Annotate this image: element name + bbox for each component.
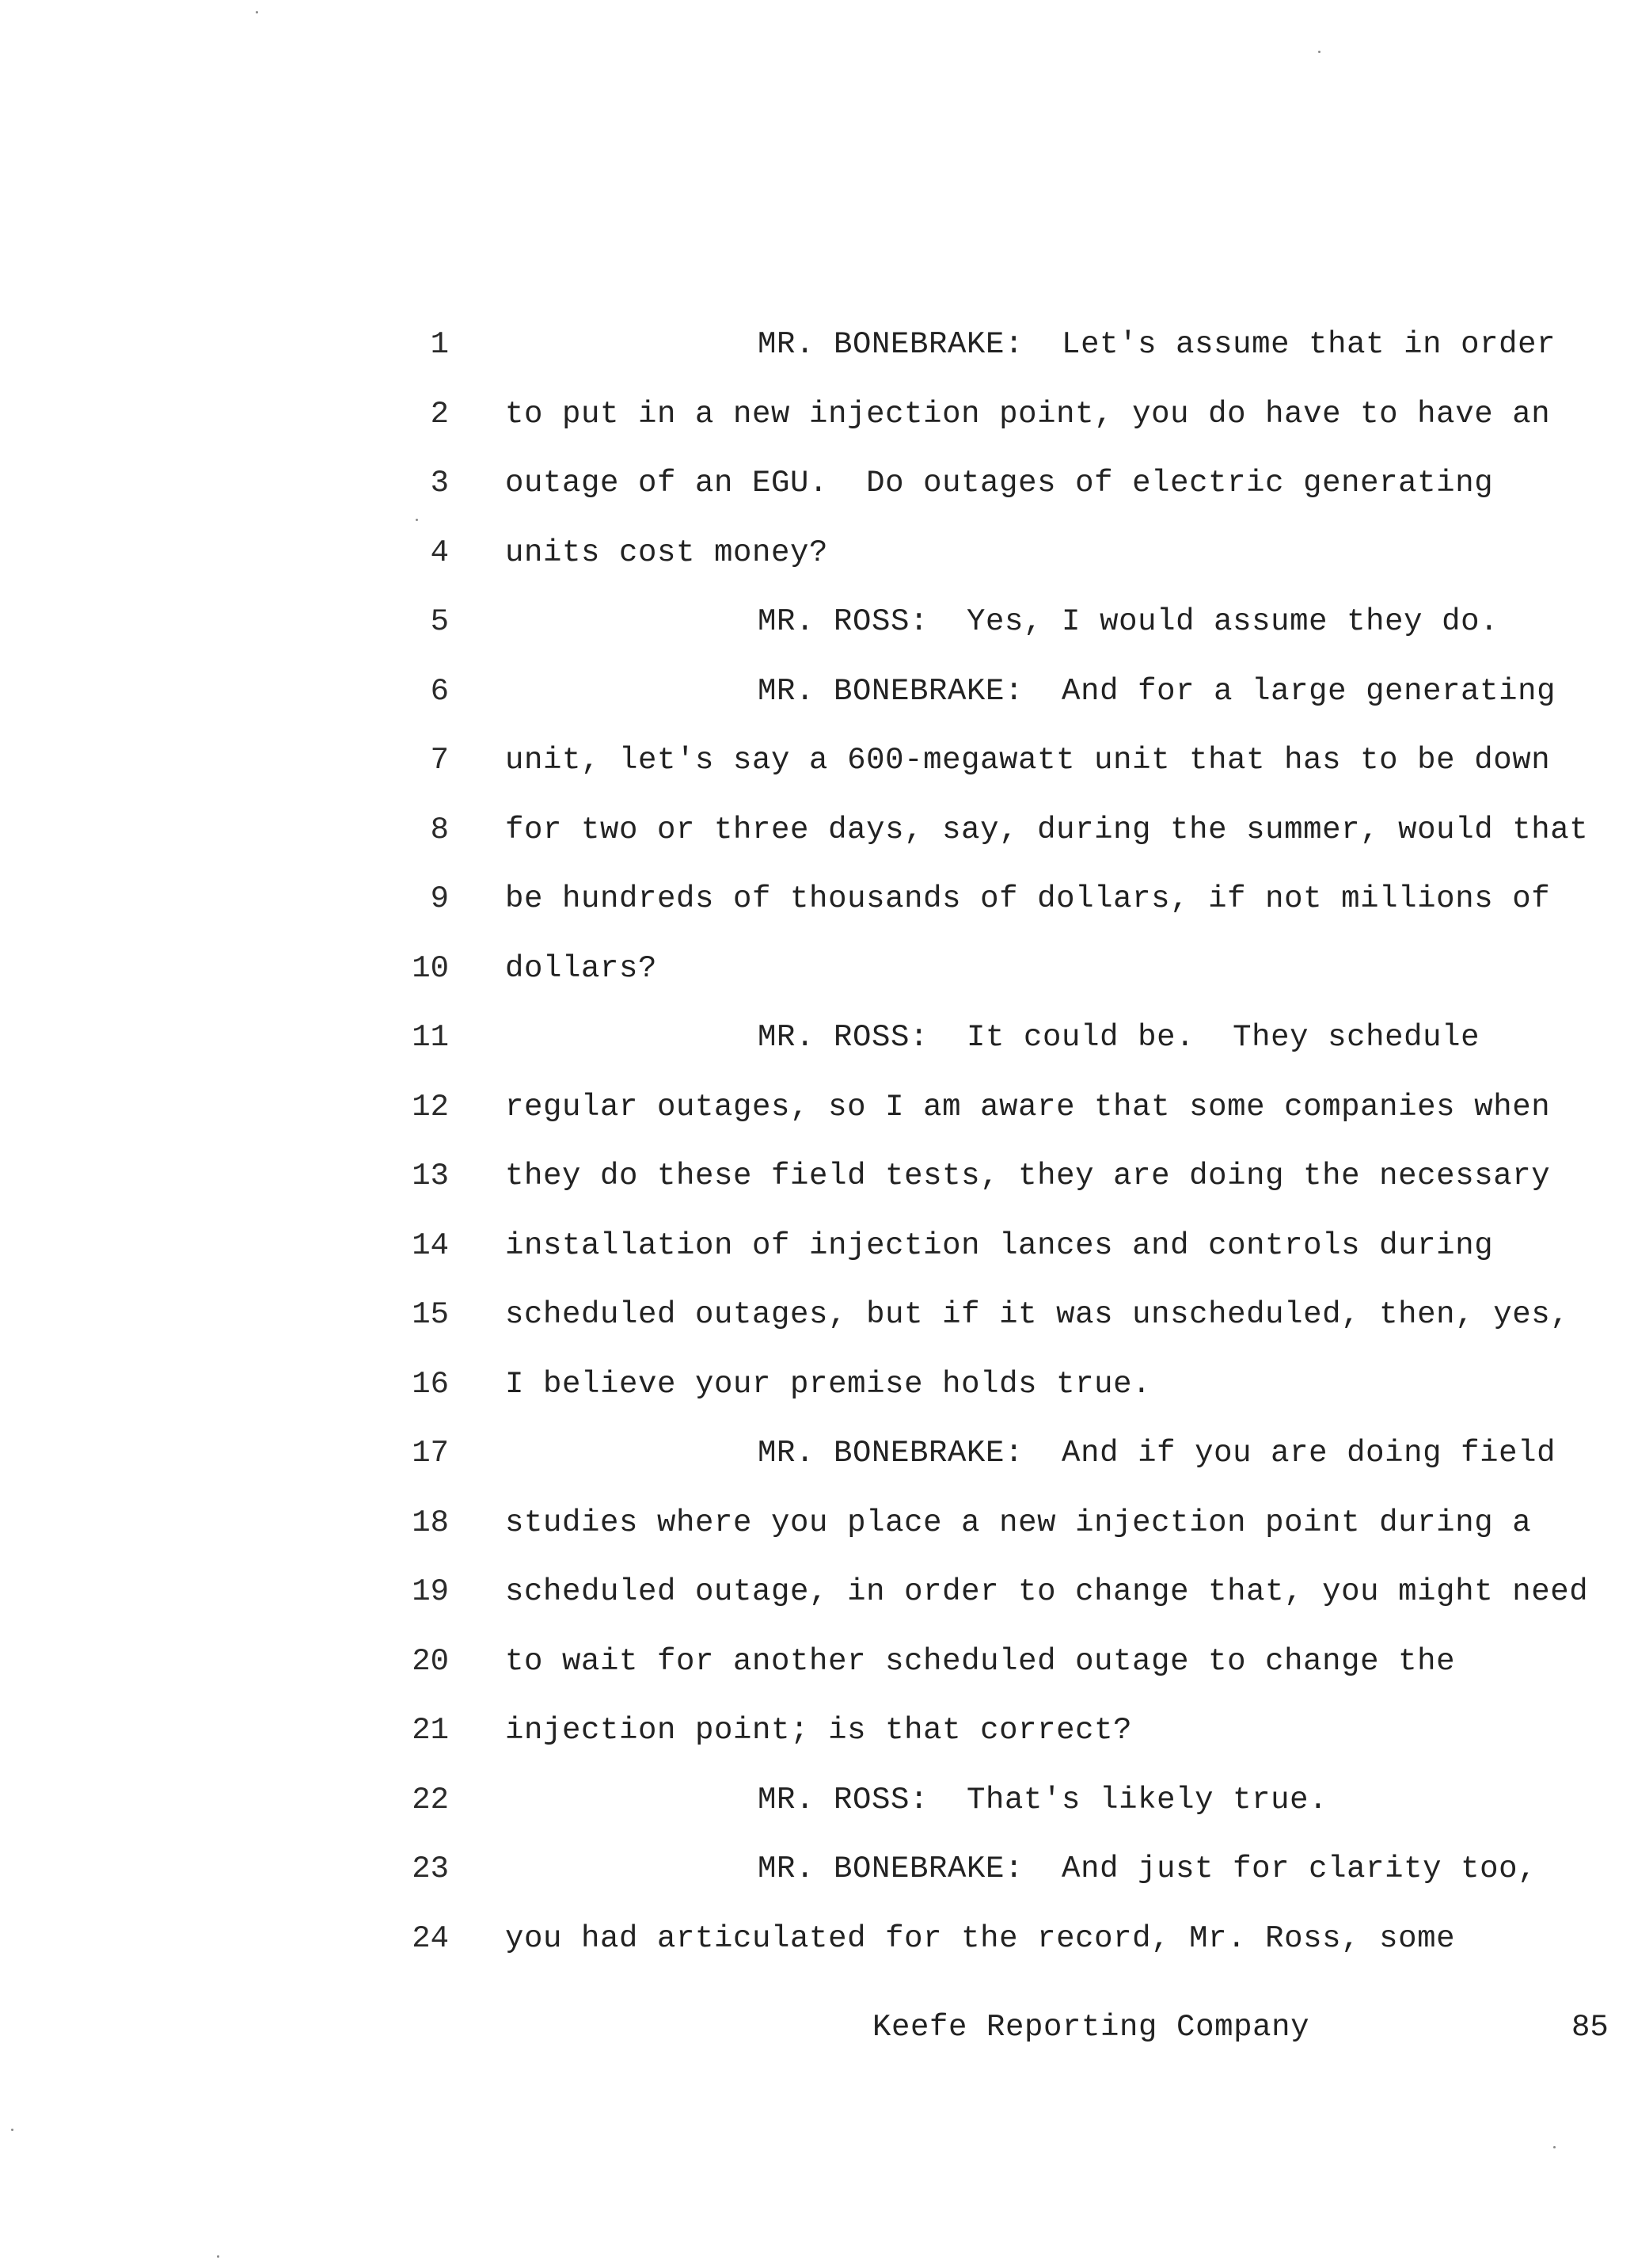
line-number: 10: [412, 950, 449, 986]
line-number: 13: [412, 1159, 449, 1193]
line-number: 8: [430, 812, 449, 847]
speaker-line-text: MR. BONEBRAKE: And for a large generating: [758, 673, 1556, 709]
line-number: 12: [412, 1089, 449, 1124]
line-text: to wait for another scheduled outage to change the: [505, 1643, 1456, 1679]
transcript-line: [0, 657, 1634, 726]
line-text: you had articulated for the record, Mr. Ross, some: [505, 1920, 1456, 1956]
transcript-line: [0, 1489, 1634, 1558]
transcript-line: [0, 1003, 1634, 1072]
line-number: 14: [412, 1227, 449, 1263]
speaker-line-text: MR. ROSS: That's likely true.: [758, 1782, 1328, 1817]
transcript-line: [0, 1627, 1634, 1696]
transcript-line: [0, 1835, 1634, 1904]
transcript-line: [0, 1350, 1634, 1419]
transcript-line: [0, 380, 1634, 449]
line-number: 1: [430, 327, 449, 362]
transcript-line: [0, 1419, 1634, 1488]
line-number: 6: [430, 673, 449, 709]
transcript-line: [0, 449, 1634, 518]
line-number: 19: [412, 1574, 449, 1609]
line-text: units cost money?: [505, 535, 829, 570]
line-text: studies where you place a new injection point during a: [505, 1505, 1532, 1540]
line-number: 16: [412, 1366, 449, 1402]
line-number: 22: [412, 1782, 449, 1817]
line-number: 9: [430, 881, 449, 916]
line-number: 15: [412, 1297, 449, 1332]
transcript-line: [0, 1558, 1634, 1627]
line-number: 7: [430, 743, 449, 778]
line-number: 24: [412, 1920, 449, 1956]
transcript-line: [0, 310, 1634, 379]
line-text: unit, let's say a 600-megawatt unit that has to be down: [505, 743, 1551, 778]
line-text: I believe your premise holds true.: [505, 1366, 1152, 1402]
line-text: scheduled outage, in order to change that, you might need: [505, 1574, 1589, 1609]
line-number: 5: [430, 604, 449, 639]
transcript-line: [0, 796, 1634, 865]
line-number: 18: [412, 1505, 449, 1540]
transcript-line: [0, 865, 1634, 934]
line-text: they do these field tests, they are doing the necessary: [505, 1159, 1551, 1193]
transcript-line: [0, 1073, 1634, 1142]
line-number: 17: [412, 1436, 449, 1471]
page-footer: [0, 2000, 1634, 2055]
transcript-line: [0, 1905, 1634, 1973]
line-number: 11: [412, 1020, 449, 1055]
transcript-line: [0, 1766, 1634, 1835]
speaker-line-text: MR. ROSS: It could be. They schedule: [758, 1020, 1480, 1055]
transcript-line: [0, 519, 1634, 588]
transcript-line: [0, 934, 1634, 1003]
line-text: dollars?: [505, 950, 658, 986]
line-number: 20: [412, 1643, 449, 1679]
line-text: installation of injection lances and controls during: [505, 1227, 1494, 1263]
speaker-line-text: MR. ROSS: Yes, I would assume they do.: [758, 604, 1499, 639]
line-text: to put in a new injection point, you do have to have an: [505, 396, 1551, 432]
transcript-line: [0, 1696, 1634, 1765]
transcript-line: [0, 1281, 1634, 1349]
line-number: 2: [430, 396, 449, 432]
line-text: regular outages, so I am aware that some companies when: [505, 1089, 1551, 1124]
transcript-line: [0, 1142, 1634, 1211]
line-text: injection point; is that correct?: [505, 1713, 1133, 1748]
line-text: scheduled outages, but if it was unscheduled, then, yes,: [505, 1297, 1570, 1332]
line-number: 3: [430, 466, 449, 500]
speaker-line-text: MR. BONEBRAKE: And just for clarity too,: [758, 1851, 1537, 1886]
line-text: outage of an EGU. Do outages of electric generating: [505, 466, 1494, 500]
reporting-company-name: Keefe Reporting Company: [872, 2010, 1310, 2045]
line-number: 23: [412, 1851, 449, 1886]
line-number: 21: [412, 1713, 449, 1748]
speaker-line-text: MR. BONEBRAKE: Let's assume that in order: [758, 327, 1556, 362]
page-number: 85: [1571, 2010, 1609, 2045]
transcript-line: [0, 726, 1634, 795]
line-text: for two or three days, say, during the summer, would that: [505, 812, 1589, 847]
line-text: be hundreds of thousands of dollars, if not millions of: [505, 881, 1551, 916]
speaker-line-text: MR. BONEBRAKE: And if you are doing field: [758, 1436, 1556, 1471]
transcript-line: [0, 1212, 1634, 1281]
line-number: 4: [430, 535, 449, 570]
transcript-line: [0, 588, 1634, 656]
